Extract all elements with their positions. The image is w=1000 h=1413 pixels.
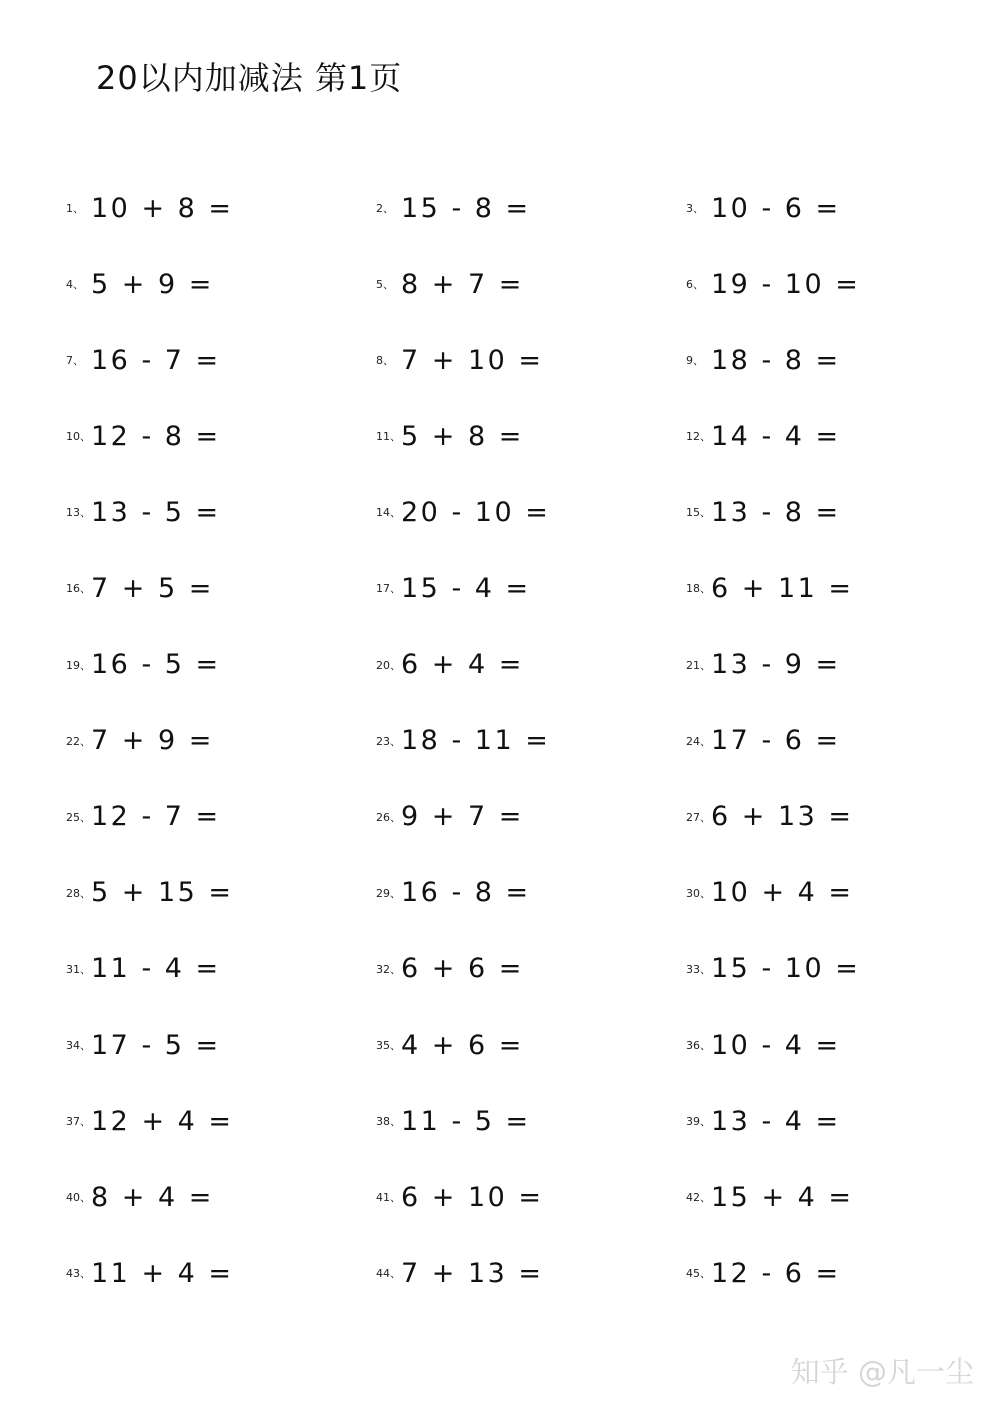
problem-expression: 7 + 5 =	[91, 572, 214, 604]
watermark-text: 知乎 @凡一尘	[790, 1355, 974, 1389]
problem-item	[686, 639, 936, 691]
problem-expression: 8 + 7 =	[401, 268, 524, 300]
problem-expression: 17 - 6 =	[711, 725, 841, 757]
problem-item	[686, 1019, 936, 1071]
problem-expression: 14 - 4 =	[711, 420, 841, 452]
problem-number: 5、	[376, 278, 394, 292]
problem-item	[376, 867, 686, 919]
problem-expression: 16 - 8 =	[401, 877, 531, 909]
problem-number: 20、	[376, 658, 401, 672]
problem-expression: 6 + 6 =	[401, 953, 524, 985]
problem-expression: 16 - 5 =	[91, 649, 221, 681]
problem-item	[376, 1171, 686, 1223]
problem-expression: 10 - 6 =	[711, 192, 841, 224]
problem-item	[686, 1171, 936, 1223]
problem-expression: 5 + 15 =	[91, 877, 234, 909]
problem-number: 4、	[66, 278, 84, 292]
problem-number: 43、	[66, 1267, 91, 1281]
problem-number: 3、	[686, 202, 704, 215]
problem-number: 1、	[66, 202, 84, 215]
problem-expression: 9 + 7 =	[401, 801, 524, 833]
problem-number: 9、	[686, 354, 704, 368]
problem-expression: 12 + 4 =	[91, 1105, 234, 1137]
problem-number: 31、	[66, 962, 91, 976]
problem-item	[686, 410, 936, 462]
problem-item	[66, 182, 376, 234]
problem-number: 32、	[376, 962, 401, 976]
problem-number: 19、	[66, 658, 91, 672]
problem-expression: 13 - 4 =	[711, 1105, 841, 1137]
problem-grid	[66, 182, 936, 1323]
problem-item	[686, 867, 936, 919]
problem-expression: 6 + 4 =	[401, 649, 524, 681]
problem-item	[376, 943, 686, 995]
problem-item	[66, 410, 376, 462]
problem-expression: 10 + 8 =	[91, 192, 234, 224]
problem-item	[376, 410, 686, 462]
problem-number: 40、	[66, 1191, 91, 1205]
problem-item	[66, 1247, 376, 1299]
problem-expression: 12 - 7 =	[91, 801, 221, 833]
problem-number: 22、	[66, 734, 91, 748]
problem-expression: 18 - 8 =	[711, 344, 841, 376]
problem-expression: 6 + 13 =	[711, 801, 854, 833]
problem-expression: 11 + 4 =	[91, 1257, 234, 1289]
problem-number: 25、	[66, 810, 91, 824]
problem-expression: 6 + 10 =	[401, 1181, 544, 1213]
problem-number: 23、	[376, 734, 401, 748]
problem-number: 26、	[376, 810, 401, 824]
problem-number: 17、	[376, 582, 401, 596]
problem-expression: 6 + 11 =	[711, 572, 854, 604]
problem-number: 18、	[686, 582, 711, 596]
problem-expression: 4 + 6 =	[401, 1029, 524, 1061]
problem-number: 8、	[376, 354, 394, 368]
problem-number: 36、	[686, 1039, 711, 1053]
problem-item	[686, 943, 936, 995]
problem-item	[66, 1095, 376, 1147]
problem-expression: 8 + 4 =	[91, 1181, 214, 1213]
problem-expression: 20 - 10 =	[401, 496, 551, 528]
problem-number: 44、	[376, 1267, 401, 1281]
problem-expression: 13 - 5 =	[91, 496, 221, 528]
problem-number: 28、	[66, 886, 91, 900]
problem-number: 6、	[686, 278, 704, 292]
problem-item	[686, 1095, 936, 1147]
problem-number: 38、	[376, 1115, 401, 1129]
problem-expression: 10 - 4 =	[711, 1029, 841, 1061]
problem-expression: 15 + 4 =	[711, 1181, 854, 1213]
problem-item	[66, 486, 376, 538]
problem-item	[686, 715, 936, 767]
problem-expression: 11 - 4 =	[91, 953, 221, 985]
problem-item	[66, 791, 376, 843]
problem-number: 33、	[686, 962, 711, 976]
problem-expression: 13 - 8 =	[711, 496, 841, 528]
problem-expression: 12 - 8 =	[91, 420, 221, 452]
problem-item	[376, 1019, 686, 1071]
problem-number: 41、	[376, 1191, 401, 1205]
problem-number: 30、	[686, 886, 711, 900]
problem-expression: 5 + 8 =	[401, 420, 524, 452]
problem-number: 42、	[686, 1191, 711, 1205]
problem-number: 45、	[686, 1267, 711, 1281]
problem-number: 37、	[66, 1115, 91, 1129]
problem-item	[66, 715, 376, 767]
problem-expression: 12 - 6 =	[711, 1257, 841, 1289]
problem-expression: 18 - 11 =	[401, 725, 551, 757]
problem-expression: 11 - 5 =	[401, 1105, 531, 1137]
problem-item	[686, 1247, 936, 1299]
problem-expression: 13 - 9 =	[711, 649, 841, 681]
problem-item	[376, 715, 686, 767]
problem-expression: 5 + 9 =	[91, 268, 214, 300]
problem-item	[376, 258, 686, 310]
problem-expression: 15 - 4 =	[401, 572, 531, 604]
problem-number: 15、	[686, 506, 711, 520]
problem-number: 34、	[66, 1039, 91, 1053]
problem-item	[686, 182, 936, 234]
problem-item	[66, 562, 376, 614]
problem-item	[376, 639, 686, 691]
problem-number: 27、	[686, 810, 711, 824]
problem-item	[66, 639, 376, 691]
problem-expression: 17 - 5 =	[91, 1029, 221, 1061]
problem-expression: 7 + 13 =	[401, 1257, 544, 1289]
problem-item	[66, 1019, 376, 1071]
problem-item	[686, 562, 936, 614]
problem-item	[376, 334, 686, 386]
problem-item	[66, 258, 376, 310]
problem-expression: 7 + 10 =	[401, 344, 544, 376]
problem-expression: 7 + 9 =	[91, 725, 214, 757]
problem-expression: 16 - 7 =	[91, 344, 221, 376]
problem-number: 13、	[66, 506, 91, 520]
problem-number: 11、	[376, 430, 401, 444]
problem-item	[376, 1095, 686, 1147]
problem-item	[376, 562, 686, 614]
problem-expression: 10 + 4 =	[711, 877, 854, 909]
problem-number: 2、	[376, 202, 394, 215]
page-title: 20以内加减法 第1页	[96, 59, 403, 97]
problem-number: 21、	[686, 658, 711, 672]
problem-item	[66, 334, 376, 386]
problem-number: 39、	[686, 1115, 711, 1129]
problem-number: 12、	[686, 430, 711, 444]
problem-expression: 15 - 10 =	[711, 953, 861, 985]
problem-item	[686, 258, 936, 310]
problem-number: 7、	[66, 354, 84, 368]
problem-number: 16、	[66, 582, 91, 596]
problem-number: 24、	[686, 734, 711, 748]
problem-number: 35、	[376, 1039, 401, 1053]
problem-expression: 19 - 10 =	[711, 268, 861, 300]
problem-item	[376, 182, 686, 234]
problem-expression: 15 - 8 =	[401, 192, 531, 224]
problem-item	[66, 943, 376, 995]
problem-item	[686, 334, 936, 386]
problem-item	[66, 867, 376, 919]
problem-item	[686, 791, 936, 843]
problem-number: 10、	[66, 430, 91, 444]
problem-item	[376, 1247, 686, 1299]
problem-number: 29、	[376, 886, 401, 900]
problem-item	[66, 1171, 376, 1223]
problem-item	[376, 486, 686, 538]
problem-item	[686, 486, 936, 538]
problem-number: 14、	[376, 506, 401, 520]
problem-item	[376, 791, 686, 843]
